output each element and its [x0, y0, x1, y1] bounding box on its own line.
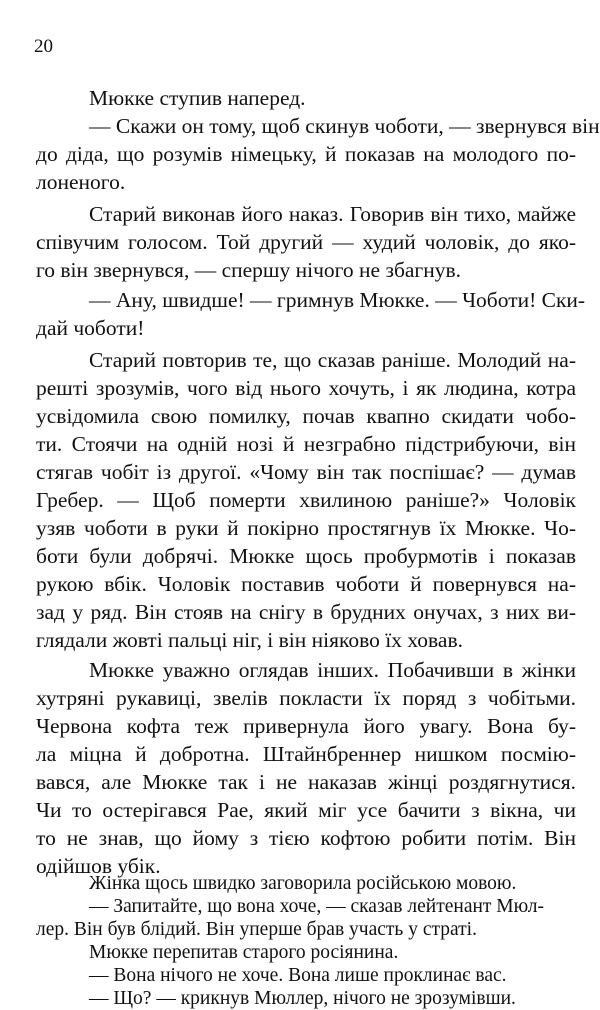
text-line: Мюкке уважно оглядав інших. Побачивши в жінки [89, 658, 576, 682]
text-line: — Ану, швидше! — гримнув Мюкке. — Чоботи! Ски- [89, 288, 586, 312]
text-line: Жінка щось швидко заговорила російською мовою. [89, 873, 517, 894]
text-line: — Скажи он тому, щоб скинув чоботи, — звернувся він [89, 114, 600, 138]
text-line: співучим голосом. Той другий — худий чоловік, до яко- [36, 230, 576, 254]
text-line: узяв чоботи в руки й покірно простягнув їх Мюкке. Чо- [36, 516, 576, 540]
text-line: — Запитайте, що вона хоче, — сказав лейтенант Мюл- [89, 896, 544, 917]
text-line: Гребер. — Щоб померти хвилиною раніше?» Чоловік [36, 488, 576, 512]
text-line: решті зрозумів, чого від нього хочуть, і як людина, котра [36, 376, 576, 400]
text-line: Червона кофта теж привернула його увагу. Вона бу- [36, 714, 576, 738]
text-line: ла міцна й добротна. Штайнбреннер нишком посмію- [36, 742, 576, 766]
text-line: боти були добрячі. Мюкке щось пробурмотів і показав [36, 544, 576, 568]
text-line: рукою вбік. Чоловік поставив чоботи й повернувся на- [36, 572, 576, 596]
text-line: лоненого. [36, 170, 126, 194]
text-line: ти. Стоячи на одній нозі й незграбно підстрибуючи, він [36, 432, 576, 456]
text-line: Мюкке ступив наперед. [89, 86, 306, 110]
text-line: одійшов убік. [36, 854, 161, 878]
text-line: хутряні рукавиці, звелів покласти їх поряд з чобітьми. [36, 686, 576, 710]
text-line: дай чоботи! [36, 316, 145, 340]
text-line: — Що? — крикнув Мюллер, нічого не зрозумівши. [89, 988, 516, 1009]
text-line: лер. Він був блідий. Він уперше брав участь у страті. [36, 919, 477, 940]
page-number: 20 [34, 36, 53, 57]
text-line: усвідомила свою помилку, почав квапно скидати чобо- [36, 404, 576, 428]
text-line: Старий виконав його наказ. Говорив він тихо, майже [89, 202, 576, 226]
text-line: го він звернувся, — спершу нічого не збагнув. [36, 258, 462, 282]
text-line: Чи то остерігався Рае, який міг усе бачити з вікна, чи [36, 798, 576, 822]
text-line: Старий повторив те, що сказав раніше. Молодий на- [89, 348, 576, 372]
text-line: глядали жовті пальці ніг, і він ніяково їх ховав. [36, 628, 463, 652]
text-line: то не знав, що йому з тією кофтою робити потім. Він [36, 826, 576, 850]
text-line: зад у ряд. Він стояв на снігу в брудних онучах, з них ви- [36, 600, 576, 624]
text-line: Мюкке перепитав старого росіянина. [89, 942, 399, 963]
text-line: вався, але Мюкке так і не наказав жінці роздягнутися. [36, 770, 576, 794]
text-line: до діда, що розумів німецьку, й показав на молодого по- [36, 142, 576, 166]
text-line: стягав чобіт із другої. «Чому він так поспішає? — думав [36, 460, 576, 484]
text-line: — Вона нічого не хоче. Вона лише проклинає вас. [89, 965, 507, 986]
